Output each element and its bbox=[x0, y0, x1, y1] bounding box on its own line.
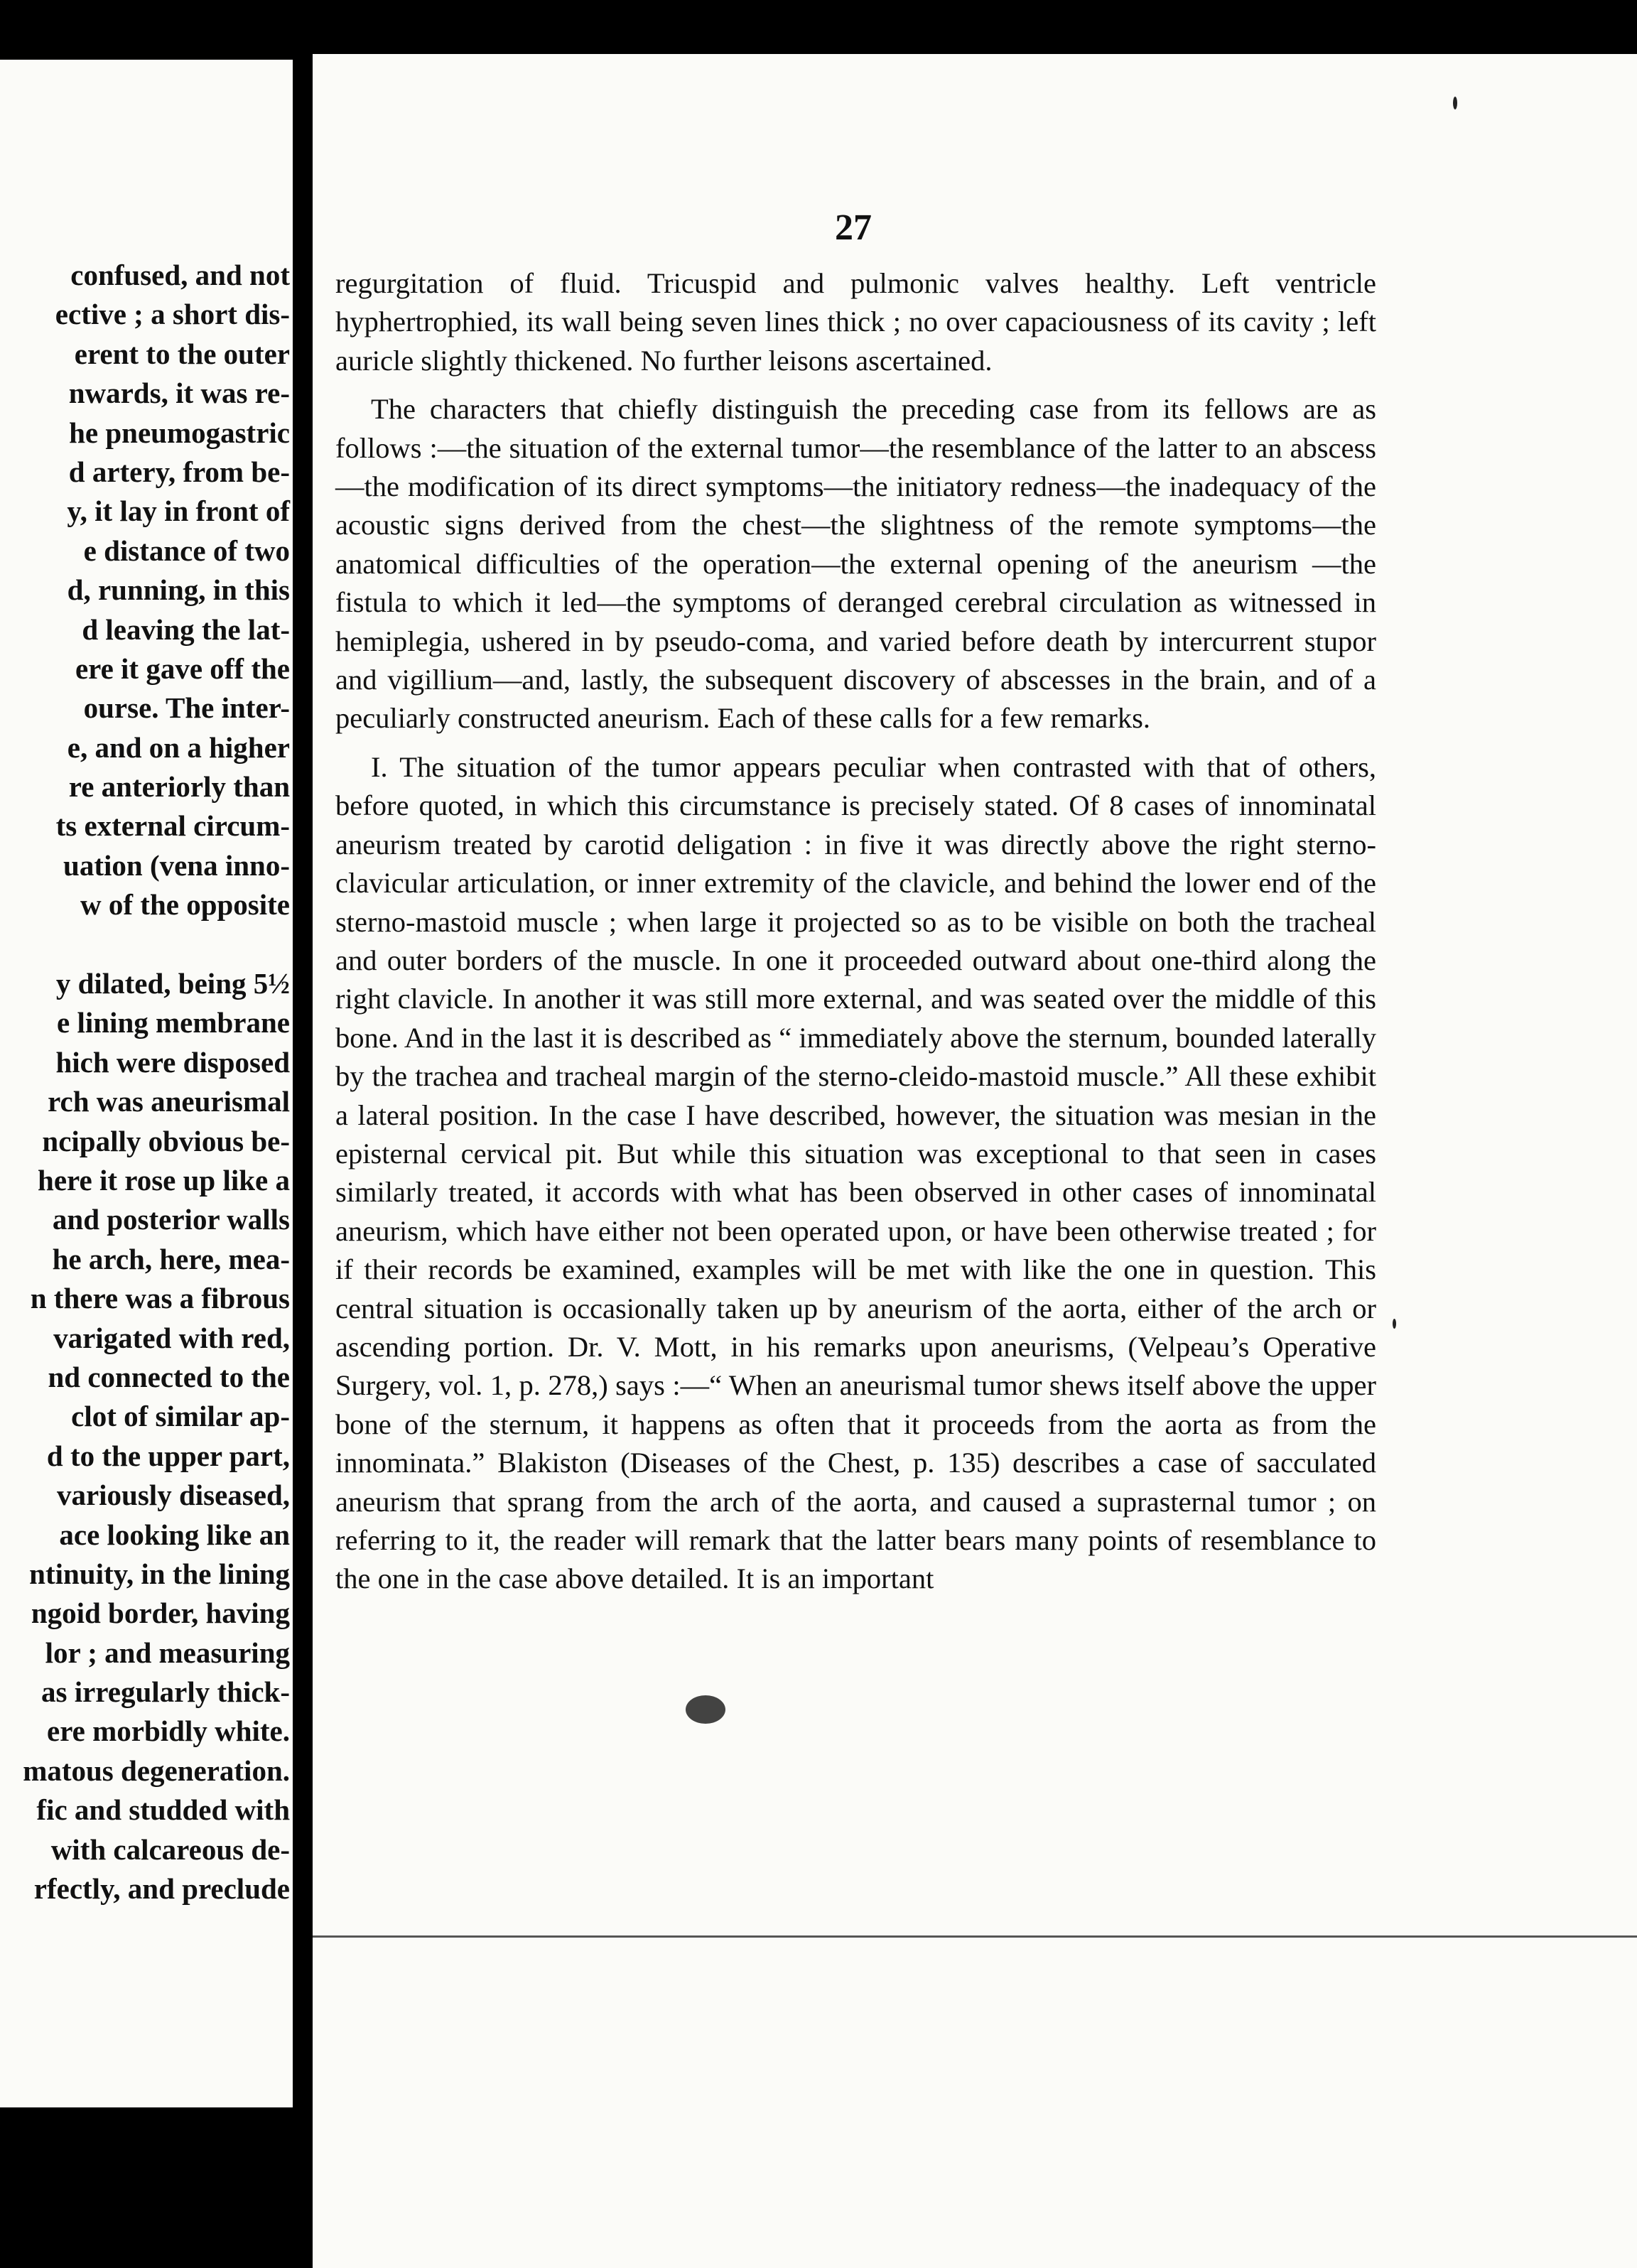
left-page-line: nwards, it was re- bbox=[68, 377, 290, 410]
right-page bbox=[313, 54, 1637, 2268]
left-page-line: e distance of two bbox=[83, 534, 290, 567]
left-page-line: ective ; a short dis- bbox=[55, 298, 290, 331]
page-number: 27 bbox=[835, 207, 872, 248]
left-page-line: y dilated, being 5½ bbox=[55, 967, 290, 1000]
left-page-line: ngoid border, having bbox=[31, 1597, 290, 1630]
left-page-line: ts external circum- bbox=[55, 809, 290, 843]
left-page-line: clot of similar ap- bbox=[71, 1400, 290, 1433]
left-page-line: w of the opposite bbox=[80, 888, 290, 922]
left-page-text bbox=[0, 256, 290, 1908]
left-page-line: ncipally obvious be- bbox=[42, 1124, 290, 1157]
speck bbox=[1453, 97, 1457, 109]
left-page-line: ere it gave off the bbox=[75, 652, 290, 685]
left-page-line: matous degeneration. bbox=[23, 1754, 290, 1787]
left-page-line: variously diseased, bbox=[56, 1479, 290, 1512]
scan-line bbox=[313, 1935, 1637, 1938]
left-page-line: rfectly, and preclude bbox=[33, 1872, 290, 1906]
left-page-line: e, and on a higher bbox=[67, 730, 290, 764]
left-page-line: re anteriorly than bbox=[68, 770, 290, 804]
left-page-line: varigated with red, bbox=[53, 1321, 290, 1354]
left-page-line: e lining membrane bbox=[57, 1006, 290, 1040]
paragraph-characters: The characters that chiefly distinguish the preceding case from its fellows are as follows :—the situation of the external tumor—the resemblance of the latter to an abscess—the modification of its direct symptoms—the initiatory redness—the inadequacy of the acoustic signs derived from the chest—the slightness of the remote symptoms—the anatomical difficulties of the operation—the external opening of the aneurism —the fistula to which it led—the symptoms of deranged cerebral circulation as witnessed in hemiplegia, ushered in by pseudo-coma, and varied before death by intercurrent stupor and vigillium—and, lastly, the subsequent discovery of abscesses in the brain, and of a peculiarly constructed aneurism. Each of these calls for a few remarks. bbox=[335, 393, 1376, 735]
left-page-line: he arch, here, mea- bbox=[52, 1242, 290, 1275]
left-page-line: d leaving the lat- bbox=[82, 612, 290, 646]
left-page-line: ere morbidly white. bbox=[47, 1714, 290, 1748]
ink-smudge bbox=[686, 1695, 725, 1724]
left-page-line: with calcareous de- bbox=[50, 1832, 290, 1866]
left-page-line: n there was a fibrous bbox=[30, 1282, 290, 1315]
left-page-line: and posterior walls bbox=[52, 1203, 290, 1236]
left-page-line bbox=[0, 925, 290, 964]
left-page bbox=[0, 60, 293, 2107]
left-page-line: he pneumogastric bbox=[69, 416, 290, 449]
left-page-line: nd connected to the bbox=[48, 1360, 290, 1393]
speck bbox=[1393, 1319, 1396, 1329]
left-page-line: fic and studded with bbox=[36, 1793, 290, 1827]
left-page-line: d artery, from be- bbox=[68, 455, 290, 488]
paragraph-continuation: regurgitation of fluid. Tricuspid and pulmonic valves healthy. Left ventricle hyphertrophied, its wall being seven lines thick ; no over capaciousness of its cavity ; left auricle slightly thickened. No further leisons ascertained. bbox=[335, 267, 1376, 377]
left-page-line: confused, and not bbox=[70, 259, 290, 291]
left-page-line: here it rose up like a bbox=[38, 1163, 290, 1197]
left-page-line: d, running, in this bbox=[67, 573, 290, 607]
left-page-line: rch was aneurismal bbox=[48, 1085, 290, 1118]
left-page-line: y, it lay in front of bbox=[67, 495, 290, 528]
left-page-line: as irregularly thick- bbox=[41, 1675, 290, 1709]
left-page-line: uation (vena inno- bbox=[63, 848, 290, 882]
left-page-line: hich were disposed bbox=[55, 1045, 290, 1079]
left-page-line: ourse. The inter- bbox=[83, 691, 290, 725]
body-text bbox=[335, 264, 1376, 1599]
left-page-line: erent to the outer bbox=[74, 337, 290, 370]
left-page-line: ntinuity, in the lining bbox=[29, 1557, 290, 1590]
left-page-line: ace looking like an bbox=[59, 1518, 290, 1551]
paragraph-situation: I. The situation of the tumor appears peculiar when contrasted with that of others, before quoted, in which this circumstance is precisely stated. Of 8 cases of innominatal aneurism treated by carotid deligation : in five it was directly above the right sterno-clavicular articulation, or inner extremity of the clavicle, and behind the lower end of the sterno-mastoid muscle ; when large it projected so as to be visible on both the tracheal and outer borders of the muscle. In one it proceeded outward about one-third along the right clavicle. In another it was still more external, and was seated over the middle of this bone. And in the last it is described as “ immediately above the sternum, bounded laterally by the trachea and tracheal margin of the sterno-cleido-mastoid muscle.” All these exhibit a lateral position. In the case I have described, however, the situation was mesian in the episternal cervical pit. But while this situation was exceptional to that seen in cases similarly treated, it accords with what has been observed in other cases of innominatal aneurism, which have either not been operated upon, or have been otherwise treated ; for if their records be examined, examples will be met with like the one in question. This central situation is occasionally taken up by aneurism of the aorta, either of the arch or ascending portion. Dr. V. Mott, in his remarks upon aneurisms, (Velpeau’s Operative Surgery, vol. 1, p. 278,) says :—“ When an aneurismal tumor shews itself above the upper bone of the sternum, it happens as often that it proceeds from the aorta as from the innominata.” Blakiston (Diseases of the Chest, p. 135) describes a case of sacculated aneurism that sprang from the arch of the aorta, and caused a suprasternal tumor ; on referring to it, the reader will remark that the latter bears many points of resemblance to the one in the case above detailed. It is an important bbox=[335, 750, 1376, 1595]
left-page-line: lor ; and measuring bbox=[45, 1636, 290, 1669]
left-page-line: d to the upper part, bbox=[46, 1439, 290, 1472]
